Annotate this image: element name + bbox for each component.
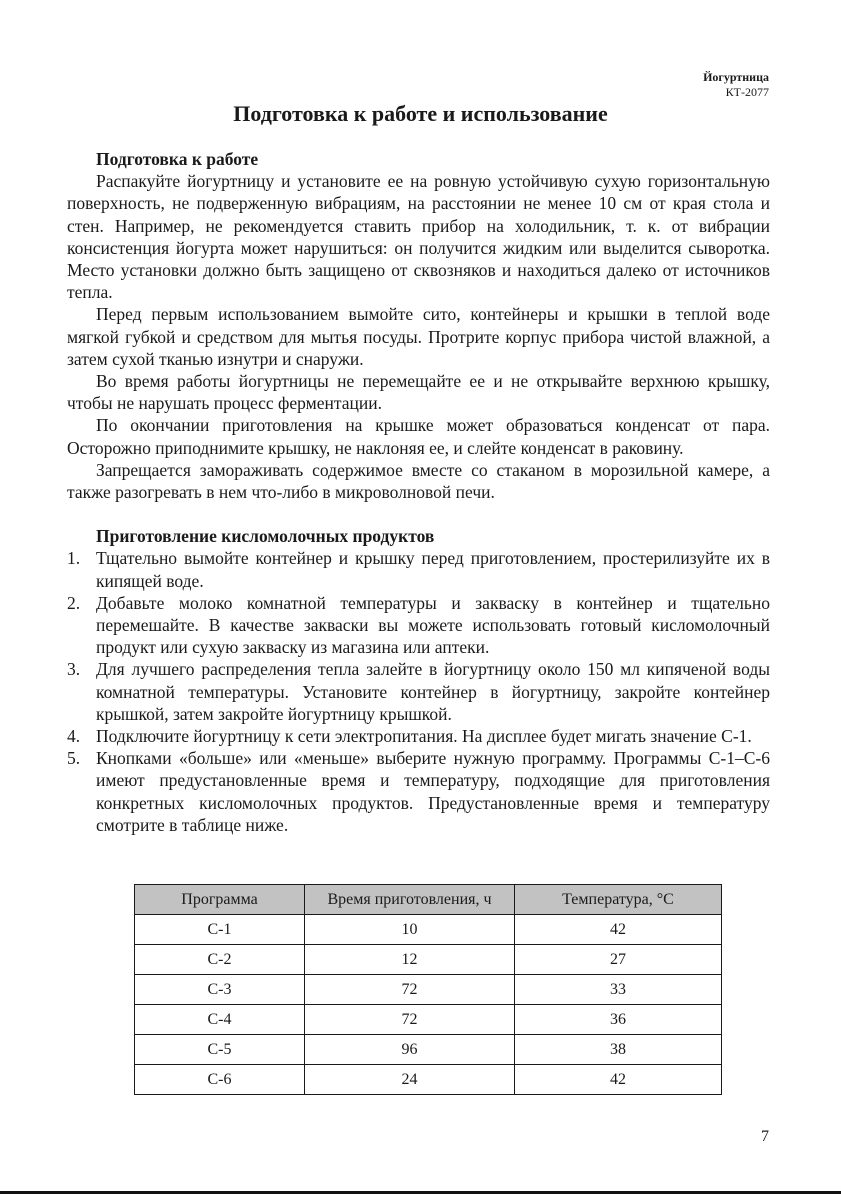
item-text: Подключите йогуртницу к сети электропитания. На дисплее будет мигать значение С-1. bbox=[96, 726, 752, 747]
item-number: 2. bbox=[67, 592, 81, 613]
page-header bbox=[703, 70, 769, 100]
list-item bbox=[67, 592, 770, 659]
main-content bbox=[67, 148, 770, 836]
product-name: Йогуртница bbox=[703, 70, 769, 84]
table-row bbox=[135, 1065, 722, 1095]
temperature-cell: 42 bbox=[515, 915, 722, 945]
item-text: Тщательно вымойте контейнер и крышку перед приготовлением, простерилизуйте их в кипящей воде. bbox=[96, 548, 770, 591]
list-item bbox=[67, 547, 770, 591]
column-header-temperature: Температура, °С bbox=[515, 885, 722, 915]
program-cell: С-4 bbox=[135, 1005, 305, 1035]
time-cell: 10 bbox=[305, 915, 515, 945]
paragraph: Распакуйте йогуртницу и установите ее на ровную устойчивую сухую горизонтальную поверхность, не подверженную вибрациям, на расстоянии не менее 10 см от края стола и стен. Например, не рекомендуется ставить прибор на холодильник, т. к. от вибрации консистенция йогурта может нарушиться: он получится жидким или выделится сыворотка. Место установки должно быть защищено от сквозняков и находиться далеко от источников тепла. bbox=[67, 171, 770, 303]
program-cell: С-3 bbox=[135, 975, 305, 1005]
section-spacer bbox=[67, 503, 770, 525]
page-title: Подготовка к работе и использование bbox=[233, 101, 608, 126]
paragraph: Во время работы йогуртницы не перемещайте ее и не открывайте верхнюю крышку, чтобы не нарушать процесс ферментации. bbox=[67, 371, 770, 414]
program-cell: С-1 bbox=[135, 915, 305, 945]
model-number: КТ-2077 bbox=[725, 85, 769, 99]
table-header-row bbox=[135, 885, 722, 915]
program-cell: С-2 bbox=[135, 945, 305, 975]
time-cell: 72 bbox=[305, 1005, 515, 1035]
temperature-cell: 27 bbox=[515, 945, 722, 975]
temperature-cell: 42 bbox=[515, 1065, 722, 1095]
time-cell: 24 bbox=[305, 1065, 515, 1095]
item-number: 4. bbox=[67, 726, 81, 747]
instruction-list bbox=[67, 547, 770, 836]
table-row bbox=[135, 915, 722, 945]
column-header-time: Время приготовления, ч bbox=[305, 885, 515, 915]
time-cell: 72 bbox=[305, 975, 515, 1005]
section-heading-cooking: Приготовление кисломолочных продуктов bbox=[96, 526, 435, 547]
list-item bbox=[67, 725, 770, 747]
program-table bbox=[134, 884, 722, 1095]
column-header-program: Программа bbox=[135, 885, 305, 915]
program-cell: С-6 bbox=[135, 1065, 305, 1095]
page-number: 7 bbox=[761, 1128, 769, 1145]
table-row bbox=[135, 975, 722, 1005]
item-text: Для лучшего распределения тепла залейте в йогуртницу около 150 мл кипяченой воды комнатной температуры. Установите контейнер в йогуртницу, закройте контейнер крышкой, затем закройте йогуртницу крышкой. bbox=[96, 659, 770, 724]
time-cell: 12 bbox=[305, 945, 515, 975]
table-row bbox=[135, 1005, 722, 1035]
item-number: 3. bbox=[67, 659, 81, 680]
list-item bbox=[67, 747, 770, 836]
paragraph: Запрещается замораживать содержимое вместе со стаканом в морозильной камере, а также разогревать в нем что-либо в микроволновой печи. bbox=[67, 459, 770, 503]
item-number: 1. bbox=[67, 548, 81, 569]
paragraph: Перед первым использованием вымойте сито, контейнеры и крышки в теплой воде мягкой губкой и средством для мытья посуды. Протрите корпус прибора чистой влажной, а затем сухой тканью изнутри и снаружи. bbox=[67, 304, 770, 369]
item-text: Добавьте молоко комнатной температуры и закваску в контейнер и тщательно перемешайте. В качестве закваски вы можете использовать готовый кисломолочный продукт или сухую закваску из магазина или аптеки. bbox=[96, 592, 770, 658]
temperature-cell: 36 bbox=[515, 1005, 722, 1035]
item-text: Кнопками «больше» или «меньше» выберите нужную программу. Программы С-1–С-6 имеют предустановленные время и температуру, подходящие для приготовления конкретных кисломолочных продуктов. Предустановленные время и температуру смотрите в таблице ниже. bbox=[96, 748, 770, 835]
temperature-cell: 38 bbox=[515, 1035, 722, 1065]
program-cell: С-5 bbox=[135, 1035, 305, 1065]
item-number: 5. bbox=[67, 748, 81, 769]
list-item bbox=[67, 658, 770, 725]
table-row bbox=[135, 945, 722, 975]
section-heading-preparation: Подготовка к работе bbox=[96, 149, 259, 169]
time-cell: 96 bbox=[305, 1035, 515, 1065]
table-row bbox=[135, 1035, 722, 1065]
temperature-cell: 33 bbox=[515, 975, 722, 1005]
paragraph: По окончании приготовления на крышке может образоваться конденсат от пара. Осторожно приподнимите крышку, не наклоняя ее, и слейте конденсат в раковину. bbox=[67, 415, 770, 458]
